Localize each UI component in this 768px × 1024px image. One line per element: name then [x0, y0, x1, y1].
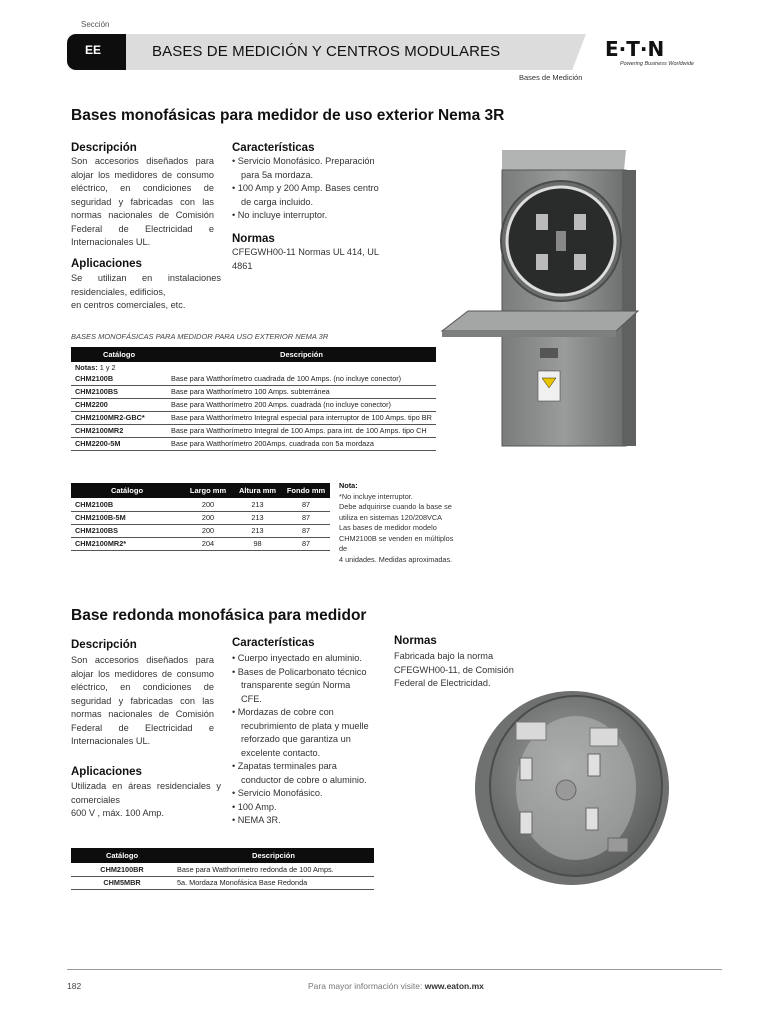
list-item: • 100 Amp y 200 Amp. Bases centro de carga incluido.: [232, 182, 382, 209]
catalog-table-1: [71, 347, 436, 451]
notes-value: 1 y 2: [99, 362, 116, 372]
column-header: Descripción: [167, 347, 436, 362]
table1-caption: BASES MONOFÁSICAS PARA MEDIDOR PARA USO EXTERIOR NEMA 3R: [71, 332, 329, 341]
s2-aplicaciones-heading: Aplicaciones: [71, 766, 142, 778]
list-item: • NEMA 3R.: [232, 814, 372, 828]
table-cell: [167, 362, 436, 372]
column-header: Catálogo: [71, 483, 183, 498]
table-row: [71, 372, 436, 385]
s1-caracteristicas-heading: Características: [232, 142, 315, 154]
section-label: Sección: [81, 20, 110, 29]
fondo-cell: 87: [282, 537, 330, 550]
list-item: • Bases de Policarbonato técnico transparente según Norma CFE.: [232, 666, 372, 707]
note-line: utiliza en sistemas 120/208VCA: [339, 512, 443, 522]
list-item: • Servicio Monofásico. Preparación para 5a mordaza.: [232, 155, 382, 182]
note-line: Debe adquirirse cuando la base se: [339, 502, 452, 511]
s2-aplicaciones-text: [71, 780, 221, 821]
note-line: Las bases de medidor modelo: [339, 523, 437, 532]
table-row: [71, 437, 436, 450]
table-row: [71, 398, 436, 411]
list-item: • No incluye interruptor.: [232, 209, 382, 223]
catalog-cell: CHM2100B: [71, 498, 183, 511]
description-cell: Base para Watthorímetro cuadrada de 100 Amps. (no incluye conector): [167, 372, 436, 385]
s1-caracteristicas-list: [232, 155, 382, 223]
column-header: Fondo mm: [282, 483, 330, 498]
dimensions-note: [339, 481, 459, 565]
s2-normas-line: Federal de Electricidad.: [394, 678, 491, 688]
table-row: [71, 498, 330, 511]
column-header: Catálogo: [71, 347, 167, 362]
list-item: • Zapatas terminales para conductor de cobre o aluminio.: [232, 760, 372, 787]
description-cell: 5a. Mordaza Monofásica Base Redonda: [173, 876, 374, 889]
fondo-cell: 87: [282, 498, 330, 511]
catalog-cell: CHM5MBR: [71, 876, 173, 889]
column-header: Largo mm: [183, 483, 233, 498]
dimensions-table: [71, 483, 330, 551]
column-header: Catálogo: [71, 848, 173, 863]
notes-label: Notas:: [75, 362, 98, 372]
s2-caracteristicas-heading: Características: [232, 637, 315, 649]
catalog-cell: CHM2100B: [71, 372, 167, 385]
fondo-cell: 87: [282, 511, 330, 524]
catalog-cell: CHM2100MR2-GBC*: [71, 411, 167, 424]
altura-cell: 213: [233, 498, 282, 511]
table-row: [71, 411, 436, 424]
fondo-cell: 87: [282, 524, 330, 537]
s2-normas-line: CFEGWH00-11, de Comisión: [394, 664, 514, 675]
footer-divider: [67, 969, 722, 970]
s2-aplicaciones-line: Utilizada en áreas residenciales y: [71, 781, 221, 791]
column-header: Altura mm: [233, 483, 282, 498]
table-row: [71, 511, 330, 524]
section2-title: Base redonda monofásica para medidor: [71, 607, 367, 624]
s1-aplicaciones-line: Se utilizan en instalaciones: [71, 273, 221, 283]
s1-aplicaciones-line: residenciales, edificios,: [71, 286, 166, 297]
altura-cell: 213: [233, 511, 282, 524]
description-cell: Base para Watthorímetro 200 Amps. cuadrada (no incluye conector): [167, 398, 436, 411]
note-line: CHM2100B se venden en múltiplos de: [339, 533, 454, 553]
s1-aplicaciones-heading: Aplicaciones: [71, 258, 142, 270]
notes-row: [71, 362, 436, 372]
catalog-cell: CHM2200-5M: [71, 437, 167, 450]
catalog-cell: CHM2100MR2: [71, 424, 167, 437]
largo-cell: 200: [183, 524, 233, 537]
note-title: Nota:: [339, 481, 358, 490]
section1-title: Bases monofásicas para medidor de uso exterior Nema 3R: [71, 107, 505, 124]
notes-cell: [71, 362, 167, 372]
table-row: [71, 863, 374, 876]
table-row: [71, 385, 436, 398]
logo-tagline: Powering Business Worldwide: [620, 61, 694, 67]
table-row: [71, 524, 330, 537]
altura-cell: 213: [233, 524, 282, 537]
catalog-cell: CHM2100BR: [71, 863, 173, 876]
catalog-cell: CHM2100BS: [71, 524, 183, 537]
footer-link[interactable]: www.eaton.mx: [424, 981, 484, 991]
s1-normas-text: CFEGWH00-11 Normas UL 414, UL 4861: [232, 247, 379, 271]
catalog-cell: CHM2100B-5M: [71, 511, 183, 524]
meter-enclosure-image: [440, 146, 640, 461]
list-item: • Servicio Monofásico.: [232, 787, 372, 801]
list-item: • Mordazas de cobre con recubrimiento de plata y muelle reforzado que garantiza un excelente contacto.: [232, 706, 372, 760]
s1-descripcion-heading: Descripción: [71, 142, 137, 154]
s1-aplicaciones-text: [71, 272, 221, 313]
s2-descripcion-text: Son accesorios diseñados para alojar los medidores de consumo eléctrico, en condiciones de seguridad y fabricadas con las normas nacionales de Comisión Federal de Electricidad e Internacionales UL.: [71, 655, 214, 746]
table-row: [71, 424, 436, 437]
page-title: BASES DE MEDICIÓN Y CENTROS MODULARES: [152, 43, 501, 60]
s2-normas-heading: Normas: [394, 635, 437, 647]
s2-normas-text: [394, 650, 544, 691]
s2-caracteristicas-list: [232, 652, 372, 828]
largo-cell: 200: [183, 511, 233, 524]
round-meter-base-image: [472, 688, 672, 888]
description-cell: Base para Watthorímetro Integral especial para interruptor de 100 Amps. tipo BR: [167, 411, 436, 424]
description-cell: Base para Watthorímetro Integral de 100 Amps. para int. de 100 Amps. tipo CH: [167, 424, 436, 437]
note-line: 4 unidades. Medidas aproximadas.: [339, 554, 453, 564]
catalog-cell: CHM2100MR2*: [71, 537, 183, 550]
altura-cell: 98: [233, 537, 282, 550]
description-cell: Base para Watthorímetro 200Amps. cuadrada con 5a mordaza: [167, 437, 436, 450]
list-item: • 100 Amp.: [232, 801, 372, 815]
s2-descripcion-heading: Descripción: [71, 639, 137, 651]
eaton-logo: E·T·N: [605, 37, 665, 61]
breadcrumb: Bases de Medición: [519, 73, 583, 82]
note-line: *No incluye interruptor.: [339, 491, 413, 501]
s2-normas-line: Fabricada bajo la norma: [394, 651, 494, 661]
table-row: [71, 876, 374, 889]
list-item: • Cuerpo inyectado en aluminio.: [232, 652, 372, 666]
catalog-table-2: [71, 848, 374, 890]
table-row: [71, 537, 330, 550]
description-cell: Base para Watthorímetro redonda de 100 Amps.: [173, 863, 374, 876]
s2-aplicaciones-line: comerciales: [71, 794, 121, 805]
s1-aplicaciones-line: en centros comerciales, etc.: [71, 300, 186, 310]
page-number: 182: [67, 981, 82, 991]
footer-label: Para mayor información visite:: [308, 981, 423, 991]
column-header: Descripción: [173, 848, 374, 863]
s1-normas-heading: Normas: [232, 233, 275, 245]
s1-descripcion-text: Son accesorios diseñados para alojar los medidores de consumo eléctrico, en condiciones de seguridad y fabricadas con las normas nacionales de Comisión Federal de Electricidad e Internacionales UL.: [71, 156, 214, 247]
largo-cell: 200: [183, 498, 233, 511]
s2-aplicaciones-line: 600 V , máx. 100 Amp.: [71, 808, 164, 818]
catalog-cell: CHM2200: [71, 398, 167, 411]
description-cell: Base para Watthorímetro 100 Amps. subterránea: [167, 385, 436, 398]
footer-text: [308, 981, 484, 991]
largo-cell: 204: [183, 537, 233, 550]
section-code-tab: EE: [67, 34, 129, 70]
catalog-cell: CHM2100BS: [71, 385, 167, 398]
